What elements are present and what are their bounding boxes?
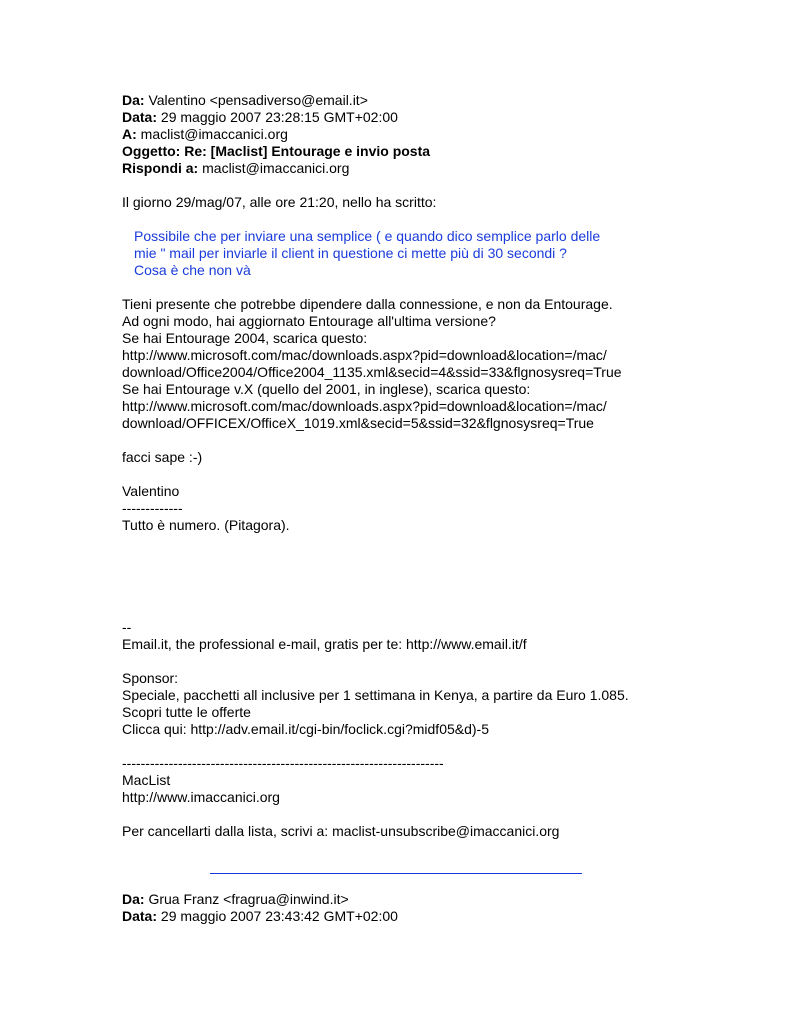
list-separator: --------------------------------------------------------------------- <box>122 755 444 771</box>
header-label: Data: <box>122 908 158 924</box>
body-line: Se hai Entourage v.X (quello del 2001, in inglese), scarica questo: <box>122 381 531 397</box>
header-label: Da: <box>122 92 145 108</box>
list-url: http://www.imaccanici.org <box>122 789 280 805</box>
body-line: Se hai Entourage 2004, scarica questo: <box>122 330 368 346</box>
footer-separator: -- <box>122 619 132 635</box>
header-label: Oggetto: <box>122 143 181 159</box>
sponsor-line: Sponsor: <box>122 670 179 686</box>
body-link: download/OFFICEX/OfficeX_1019.xml&secid=5&ssid=32&flgnosysreq=True <box>122 415 594 431</box>
header-label: A: <box>122 126 137 142</box>
header-label: Rispondi a: <box>122 160 199 176</box>
header-reply-to <box>122 160 762 177</box>
quoted-text <box>122 228 762 279</box>
sponsor-line: Clicca qui: http://adv.email.it/cgi-bin/foclick.cgi?midf05&d)-5 <box>122 721 490 737</box>
header-to <box>122 126 762 143</box>
header-value: Re: [Maclist] Entourage e invio posta <box>180 143 431 159</box>
body-line: Tieni presente che potrebbe dipendere dalla connessione, e non da Entourage. <box>122 296 613 312</box>
closing-line: facci sape :-) <box>122 449 203 465</box>
quote-intro: Il giorno 29/mag/07, alle ore 21:20, nello ha scritto: <box>122 194 437 210</box>
quote-line: Cosa è che non và <box>134 262 251 278</box>
body-link: download/Office2004/Office2004_1135.xml&secid=4&ssid=33&flgnosysreq=True <box>122 364 622 380</box>
signature-separator: ------------- <box>122 500 183 516</box>
quote-line: mie " mail per inviarle il client in questione ci mette più di 30 secondi ? <box>134 245 567 261</box>
body-link: http://www.microsoft.com/mac/downloads.aspx?pid=download&location=/mac/ <box>122 347 607 363</box>
unsubscribe-line: Per cancellarti dalla lista, scrivi a: maclist-unsubscribe@imaccanici.org <box>122 823 560 839</box>
header-subject <box>122 143 762 160</box>
message-divider <box>210 873 582 874</box>
header-value: Valentino <pensadiverso@email.it> <box>144 92 368 108</box>
signature <box>122 483 762 534</box>
header-label: Data: <box>122 109 158 125</box>
header-value: maclist@imaccanici.org <box>136 126 288 142</box>
signature-name: Valentino <box>122 483 180 499</box>
message-body <box>122 296 762 432</box>
sponsor-line: Scopri tutte le offerte <box>122 704 251 720</box>
header-label: Da: <box>122 891 145 907</box>
message-1 <box>122 92 762 840</box>
header-value: Grua Franz <fragrua@inwind.it> <box>144 891 349 907</box>
quote-line: Possibile che per inviare una semplice ( e quando dico semplice parlo delle <box>134 228 601 244</box>
signature-quote: Tutto è numero. (Pitagora). <box>122 517 290 533</box>
header-value: 29 maggio 2007 23:28:15 GMT+02:00 <box>157 109 398 125</box>
sponsor-line: Speciale, pacchetti all inclusive per 1 settimana in Kenya, a partire da Euro 1.085. <box>122 687 629 703</box>
sponsor-block <box>122 670 762 738</box>
header-date <box>122 109 762 126</box>
header-value: 29 maggio 2007 23:43:42 GMT+02:00 <box>157 908 398 924</box>
footer-email-ad: Email.it, the professional e-mail, gratis per te: http://www.email.it/f <box>122 636 527 652</box>
body-link: http://www.microsoft.com/mac/downloads.aspx?pid=download&location=/mac/ <box>122 398 607 414</box>
message-2 <box>122 891 398 925</box>
list-name: MacList <box>122 772 171 788</box>
message-headers <box>122 92 762 177</box>
header-value: maclist@imaccanici.org <box>198 160 350 176</box>
header-date <box>122 908 398 925</box>
header-from <box>122 891 398 908</box>
header-from <box>122 92 762 109</box>
body-line: Ad ogni modo, hai aggiornato Entourage all'ultima versione? <box>122 313 496 329</box>
